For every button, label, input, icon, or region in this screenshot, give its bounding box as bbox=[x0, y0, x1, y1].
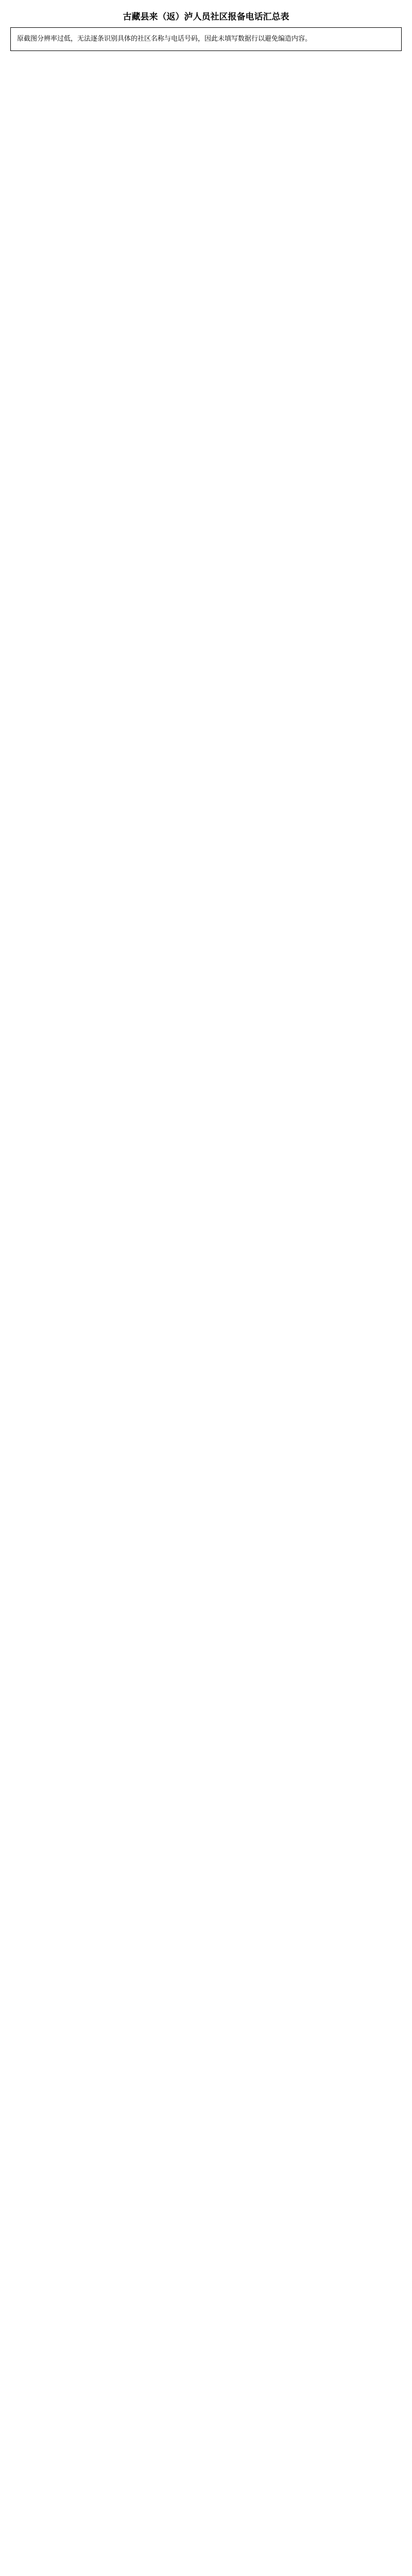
data-note: 原截图分辨率过低，无法逐条识别具体的社区名称与电话号码，因此未填写数据行以避免编造内容。 bbox=[10, 27, 402, 51]
document-page bbox=[0, 0, 412, 61]
document-title: 古藏县来（返）泸人员社区报备电话汇总表 bbox=[123, 12, 289, 22]
